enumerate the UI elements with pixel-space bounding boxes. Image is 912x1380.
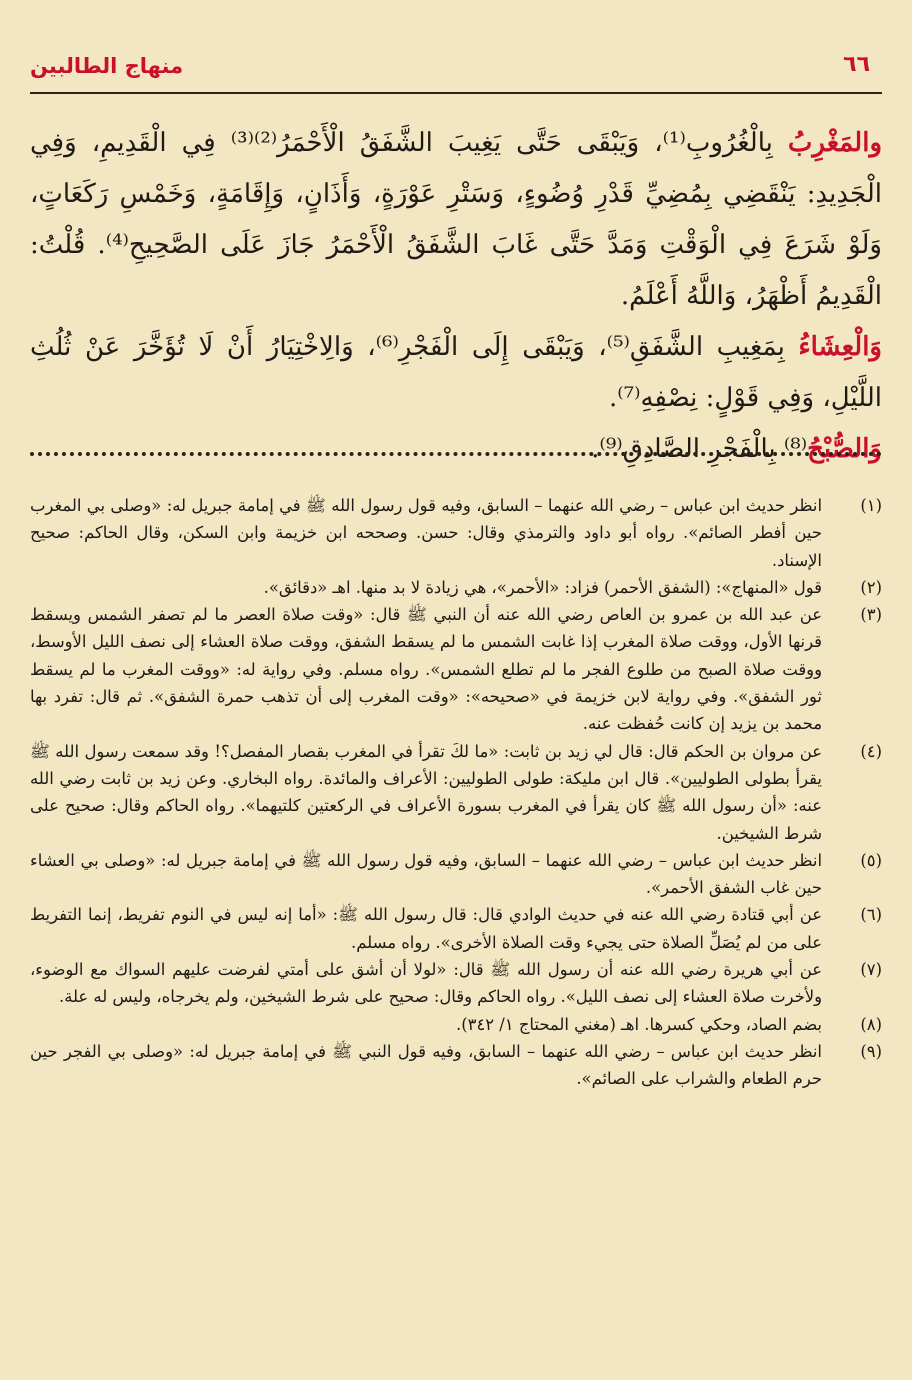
footnote-text: عن مروان بن الحكم قال: قال لي زيد بن ثابت: «ما لكَ تقرأ في المغرب بقصار المفصل؟! وقد سمعت رسول الله ﷺ يقرأ بطولى الطوليين». قال ابن مليكة: طولى الطوليين: الأعراف والمائدة. رواه البخاري. وعن زيد بن ثابت رضي الله عنه: «أن رسول الله ﷺ كان يقرأ في المغرب بسورة الأعراف في الركعتين كلتيهما». رواه الحاكم وقال: صحيح على شرط الشيخين. bbox=[30, 741, 822, 843]
footnote-number: (٤) bbox=[860, 741, 882, 761]
page-header bbox=[30, 50, 882, 94]
paragraph-isha-text: بِمَغِيبِ الشَّفَقِ⁽⁵⁾، وَيَبْقَى إِلَى الْفَجْرِ⁽⁶⁾، وَالِاخْتِيَارُ أَنْ لَا تُؤَخَّرَ عَنْ ثُلُثِ اللَّيْلِ، وَفِي قَوْلٍ: نِصْفِهِ⁽⁷⁾. bbox=[30, 332, 882, 413]
footnote-number: (٥) bbox=[860, 850, 882, 870]
footnote bbox=[30, 901, 882, 956]
page-number: ٦٦ bbox=[843, 52, 870, 77]
footnote-text: عن أبي هريرة رضي الله عنه أن رسول الله ﷺ قال: «لولا أن أشق على أمتي لفرضت عليهم السواك مع الوضوء، ولأخرت صلاة العشاء إلى نصف الليل». رواه الحاكم وقال: صحيح على شرط الشيخين، ولم يخرجاه، وليس له علة. bbox=[30, 960, 822, 1007]
footnote-number: (٨) bbox=[860, 1014, 882, 1034]
keyword-maghrib: والمَغْرِبُ bbox=[787, 128, 883, 158]
footnote bbox=[30, 492, 882, 574]
footnote-text: انظر حديث ابن عباس – رضي الله عنهما – السابق، وفيه قول رسول الله ﷺ في إمامة جبريل له: «وصلى بي المغرب حين أفطر الصائم». رواه أبو داود والترمذي وقال: حسن. وصححه ابن خزيمة وابن السكن، وقال الحاكم: صحيح الإسناد. bbox=[30, 496, 822, 570]
footnote-text: عن أبي قتادة رضي الله عنه في حديث الوادي قال: قال رسول الله ﷺ: «أما إنه ليس في النوم تفريط، إنما التفريط على من لم يُصَلِّ الصلاة حتى يجيء وقت الصلاة الأخرى». رواه مسلم. bbox=[30, 905, 822, 952]
footnote bbox=[30, 601, 882, 737]
footnote-number: (٣) bbox=[860, 605, 882, 625]
footnote-number: (٧) bbox=[860, 960, 882, 980]
footnote-separator bbox=[30, 452, 882, 456]
footnote bbox=[30, 1011, 882, 1038]
keyword-isha: وَالْعِشَاءُ bbox=[798, 332, 882, 362]
book-page bbox=[30, 0, 882, 1380]
footnote-text: قول «المنهاج»: (الشفق الأحمر) فزاد: «الأحمر»، هي زيادة لا بد منها. اهـ «دقائق». bbox=[263, 577, 822, 597]
footnote-number: (٩) bbox=[860, 1041, 882, 1061]
paragraph-subh bbox=[30, 424, 882, 475]
footnote-number: (٦) bbox=[860, 905, 882, 925]
footnote bbox=[30, 847, 882, 902]
footnote bbox=[30, 956, 882, 1011]
footnote bbox=[30, 1038, 882, 1093]
paragraph-subh-text: ⁽⁸⁾ بِالْفَجْرِ الصَّادِقِ⁽⁹⁾. bbox=[591, 434, 808, 464]
footnote-number: (٢) bbox=[860, 577, 882, 597]
footnote bbox=[30, 738, 882, 847]
keyword-subh: وَالصُّبْحُ bbox=[807, 434, 882, 464]
running-title: منهاج الطالبين bbox=[30, 54, 184, 78]
footnotes bbox=[30, 492, 882, 1093]
footnote-text: انظر حديث ابن عباس – رضي الله عنهما – السابق، وفيه قول رسول الله ﷺ في إمامة جبريل له: «وصلى بي العشاء حين غاب الشفق الأحمر». bbox=[30, 850, 822, 898]
footnote-number: (١) bbox=[860, 496, 882, 515]
paragraph-isha bbox=[30, 322, 882, 424]
main-text bbox=[30, 118, 882, 475]
footnote bbox=[30, 574, 882, 601]
footnote-text: عن عبد الله بن عمرو بن العاص رضي الله عنه أن النبي ﷺ قال: «وقت صلاة العصر ما لم تصفر الشمس ويسقط قرنها الأول، ووقت صلاة المغرب إذا غابت الشمس ما لم يسقط الشفق، ووقت صلاة العشاء إلى نصف الليل الأوسط، ووقت صلاة الصبح من طلوع الفجر ما لم تطلع الشمس». رواه مسلم. وفي رواية له: «ووقت المغرب ما لم يسقط ثور الشفق». وفي رواية لابن خزيمة في «صحيحه»: «وقت المغرب إلى أن تذهب حمرة الشفق». ثم قال: تفرد بها محمد بن يزيد إن كانت حُفظت عنه. bbox=[30, 605, 822, 734]
paragraph-maghrib bbox=[30, 118, 882, 322]
paragraph-maghrib-text: بِالْغُرُوبِ⁽¹⁾، وَيَبْقَى حَتَّى يَغِيبَ الشَّفَقُ الْأَحْمَرُ⁽²⁾⁽³⁾ فِي الْقَدِيمِ، وَفِي الْجَدِيدِ: يَنْقَضِي بِمُضِيِّ قَدْرِ وُضُوءٍ، وَسَتْرِ عَوْرَةٍ، وَأَذَانٍ، وَإِقَامَةٍ، وَخَمْسِ رَكَعَاتٍ، وَلَوْ شَرَعَ فِي الْوَقْتِ وَمَدَّ حَتَّى غَابَ الشَّفَقُ الْأَحْمَرُ جَازَ عَلَى الصَّحِيحِ⁽⁴⁾. قُلْتُ: الْقَدِيمُ أَظْهَرُ، وَاللَّهُ أَعْلَمُ. bbox=[30, 128, 882, 311]
footnote-text: انظر حديث ابن عباس – رضي الله عنهما – السابق، وفيه قول النبي ﷺ في إمامة جبريل له: «وصلى بي الفجر حين حرم الطعام والشراب على الصائم». bbox=[30, 1041, 822, 1089]
footnote-text: بضم الصاد، وحكي كسرها. اهـ (مغني المحتاج ١/ ٣٤٢). bbox=[456, 1014, 822, 1034]
